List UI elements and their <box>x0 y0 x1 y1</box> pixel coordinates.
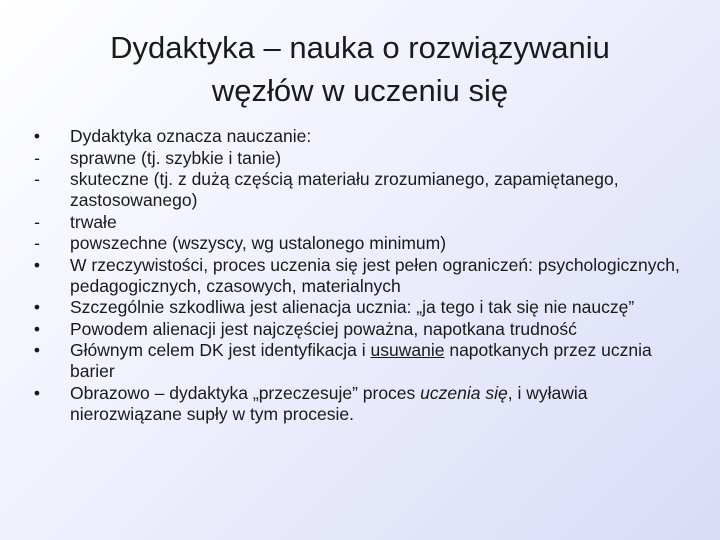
list-item <box>28 340 698 382</box>
list-item <box>28 297 698 318</box>
list-item-text: powszechne (wszyscy, wg ustalonego minimum) <box>70 233 447 253</box>
dash-marker: - <box>34 211 40 232</box>
bullet-marker: • <box>33 254 41 275</box>
dash-marker: - <box>34 147 40 168</box>
italic-phrase: uczenia się <box>420 382 508 403</box>
slide-title-line-1: Dydaktyka – nauka o rozwiązywaniu <box>110 30 610 65</box>
list-item-text <box>70 340 652 381</box>
list-item <box>28 319 698 340</box>
list-item <box>28 126 698 147</box>
underlined-word: usuwanie <box>370 340 445 360</box>
list-item <box>28 255 698 297</box>
list-item <box>28 383 698 425</box>
list-item <box>28 212 698 233</box>
list-item-text-part: , i wyławia nierozwiązane supły w tym procesie. <box>70 382 588 424</box>
slide-title <box>40 26 680 112</box>
dash-marker: - <box>34 169 40 189</box>
list-item <box>28 148 698 169</box>
bullet-marker: • <box>33 382 41 403</box>
list-item-text: Powodem alienacji jest najczęściej poważna, napotkana trudność <box>70 318 577 339</box>
list-item-text-part: Obrazowo – dydaktyka „przeczesuje” proces <box>70 382 421 403</box>
bullet-marker: • <box>33 318 41 339</box>
list-item-text: W rzeczywistości, proces uczenia się jest pełen ograniczeń: psychologicznych, pedagogicznych, czasowych, materialnych <box>70 254 680 296</box>
list-item-text: Szczególnie szkodliwa jest alienacja ucznia: „ja tego i tak się nie nauczę” <box>70 297 635 317</box>
list-item-text: skuteczne (tj. z dużą częścią materiału zrozumianego, zapamiętanego, zastosowanego) <box>70 169 619 210</box>
bullet-marker: • <box>33 126 41 146</box>
list-item-text: sprawne (tj. szybkie i tanie) <box>70 147 282 168</box>
bullet-marker: • <box>33 297 41 317</box>
list-item <box>28 233 698 254</box>
list-item-text <box>70 383 587 424</box>
list-item-text-part: napotkanych przez ucznia barier <box>70 340 652 381</box>
list-item-text: Dydaktyka oznacza nauczanie: <box>70 126 312 146</box>
bullet-marker: • <box>33 340 41 360</box>
list-item <box>28 169 698 211</box>
list-item-text-part: Głównym celem DK jest identyfikacja i <box>70 340 371 360</box>
bullet-list <box>28 126 698 425</box>
dash-marker: - <box>34 233 40 253</box>
slide-title-line-2: węzłów w uczeniu się <box>211 73 509 108</box>
list-item-text: trwałe <box>70 211 117 232</box>
